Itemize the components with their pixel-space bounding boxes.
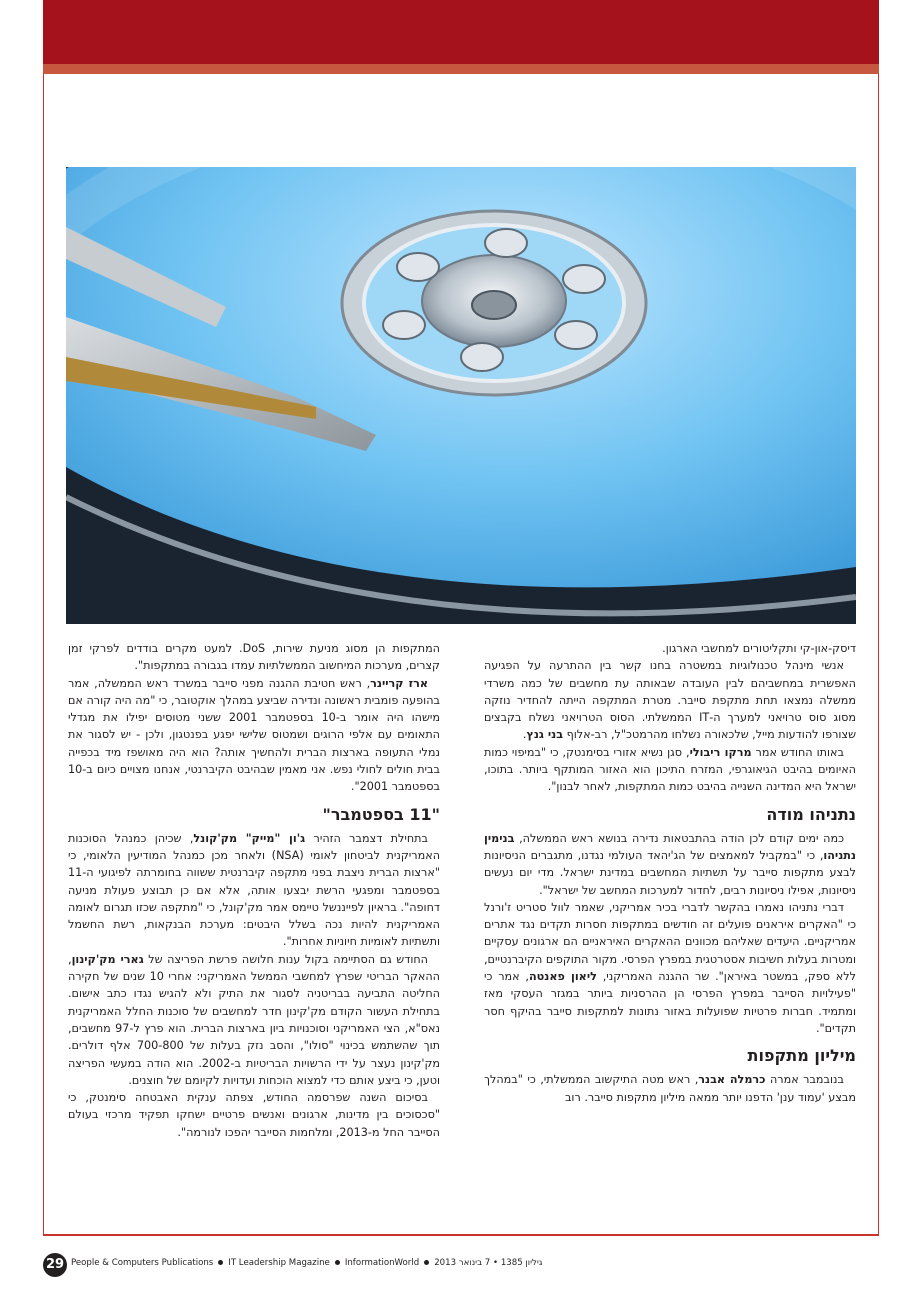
issue-info: גיליון 1385 • 7 בינואר 2013	[434, 1258, 543, 1268]
section-heading: מיליון מתקפות	[747, 1046, 856, 1066]
top-red-banner	[43, 0, 879, 64]
magazine-name: IT Leadership Magazine	[228, 1258, 330, 1268]
top-accent-stripe	[43, 64, 879, 74]
person-name: כרמלה אבנר	[698, 1073, 766, 1087]
person-name: בנימין נתניהו	[484, 831, 856, 862]
paragraph: ארז קריינר, ראש חטיבת ההגנה מפני סייבר במשרד ראש הממשלה, אמר בהופעה פומבית ראשונה ונדירה שביצע במהלך אוקטובר, כי "מה היה קורה אם מישהו היה אומר ב-10 בספטמבר 2001 ששני מטוסים יפילו את מגדלי התאומים עם אלפי הרוגים ושמטוס שלישי יפגע בפנטגון, ולכן - יש לסגור את נמלי התעופה בארצות הברית ולהחשיך אותה? הוא היה מאושפז מיד בכפייה בבית חולים לחולי נפש. אני מאמין שבהיבט הקיברנטי, אנחנו מצויים כיום ב-10 בספטמבר 2001".	[67, 676, 440, 794]
person-name: ג'ון "מייק" מק'קונל	[193, 831, 306, 845]
article-column-left	[68, 640, 440, 1141]
paragraph: בנובמבר אמרה כרמלה אבנר, ראש מטה התיקשוב הממשלתי, כי "במהלך מבצע 'עמוד ענן' הדפנו יותר ממאה מיליון מתקפות סייבר. רוב	[484, 1073, 856, 1104]
publisher-name: People & Computers Publications	[71, 1258, 214, 1268]
paragraph: כמה ימים קודם לכן הודה בהתבטאות נדירה בנושא ראש הממשלה, בנימין נתניהו, כי "במקביל למאמצים של הג'יהאד העולמי נגדנו, מתגברים הניסיונות לבצע מתקפות סייבר על תשתיות המחשבים במדינת ישראל. מדי יום נעשים ניסיונות, אפילו ניסיונות רבים, לחדור למערכות המחשב של ישראל".	[484, 831, 856, 897]
page-number: 29	[43, 1253, 67, 1277]
paragraph: באותו החודש אמר מרקו ריבולי, סגן נשיא אזורי בסימנטק, כי "במיפוי כמות האיומים בהיבט הגיאוגרפי, המזרח התיכון הוא האזור המותקף ביותר. בתוכו, ישראל היא המדינה השנייה בהיבט כמות המתקפות, לאחר לבנון".	[484, 745, 856, 794]
paragraph: בסיכום השנה שפרסמה החודש, צפתה ענקית האבטחה סימנטק, כי "סכסוכים בין מדינות, ארגונים ואנשים פרטיים ישחקו תפקיד מרכזי בעולם הסייבר החל מ-2013, ומלחמות הסייבר יהפכו לנורמה".	[68, 1091, 440, 1139]
paragraph: דברי נתניהו נאמרו בהקשר לדברי בכיר אמריקני, שאמר לוול סטריט ז'ורנל כי "האקרים איראנים פועלים זה חודשים במתקפות חסרות תקדים נגד אתרים אמריקניים. היעדים שאליהם מכוונים ההאקרים האיראניים הם ארגונים עסקיים ומטרות בעלות חשיבות אסטרטגית במפרץ הפרסי. מקור התוקפים הקיברנטיים, ללא ספק, במשטר באיראן". שר ההגנה האמריקני, ליאון פאנטה, אמר כי "פעילויות הסייבר במפרץ הפרסי הן ההרסניות ביותר במגזר העסקי מאז ומתמיד. חברות פרטיות שפועלות באזור נתונות למתקפות סייבר בהיקף חסר תקדים".	[484, 900, 857, 1035]
article-column-right	[484, 640, 856, 1106]
person-name: גארי מק'קינון	[71, 952, 144, 966]
hard-disk-illustration	[66, 167, 856, 624]
person-name: מרקו ריבולי	[689, 745, 752, 759]
section-heading: נתניהו מודה	[766, 804, 856, 824]
section-heading: "11 בספטמבר"	[322, 804, 440, 824]
paragraph: אנשי מינהל טכנולוגיות במשטרה בחנו קשר בין ההתרעה על הפגיעה האפשרית במחשביהם לבין העובדה שבאותה עת מחשבים של כמה משרדי ממשלה נמצאו תחת מתקפת סייבר. מטרת המתקפה הייתה להחדיר נוזקה מסוג סוס טרויאני למערך ה-IT הממשלתי. הסוס הטרויאני נשלח בקבצים שצורפו להודעות מייל, שלכאורה נשלחו מהרמטכ"ל, רב-אלוף בני גנץ.	[484, 659, 856, 742]
footer-credits	[71, 1258, 542, 1268]
page-footer	[43, 1250, 879, 1280]
bullet-icon	[424, 1260, 429, 1265]
person-name: ליאון פאנטה	[529, 970, 597, 984]
bullet-icon	[218, 1260, 223, 1265]
bullet-icon	[335, 1260, 340, 1265]
paragraph: דיסק-און-קי ותקליטורים למחשבי הארגון.	[662, 642, 856, 655]
hard-disk-photo	[66, 167, 856, 624]
person-name: בני גנץ	[526, 728, 564, 742]
person-name: ארז קריינר	[370, 676, 429, 690]
paragraph: המתקפות הן מסוג מניעת שירות, DoS. למעט מקרים בודדים לפרקי זמן קצרים, מערכות המיחשוב הממשלתיות עמדו בגבורה במתקפות".	[68, 642, 440, 673]
site-name: InformationWorld	[344, 1258, 420, 1268]
paragraph: בתחילת דצמבר הזהיר ג'ון "מייק" מק'קונל, שכיהן כמנהל הסוכנות האמריקנית לביטחון לאומי (NSA) ולאחר מכן כמנהל המודיעין הלאומי, כי "ארצות הברית ניצבת בפני מתקפה קיברנטית ששווה בחומרתה לפיגועי ה-11 בספטמבר ומפגעי הרשת יבצעו אותה, אלא אם כן תבוצע פעולת מניעה דחופה". בראיון לפייננשל טיימס אמר מק'קונל, כי "מתקפה שכזו תגרום לאומה האמריקנית להיות נכה בשלל היבטים: מערכת הבנקאות, רשת החשמל ותשתיות לאומיות חיוניות אחרות".	[68, 831, 441, 949]
paragraph: החודש גם הסתיימה בקול ענות חלושה פרשת הפריצה של גארי מק'קינון, ההאקר הבריטי שפרץ למחשבי הממשל האמריקני: אחרי 10 שנים של חקירה החליטה התביעה בבריטניה לסגור את התיק ולא להגיש נגדו כתב אישום. בתחילת העשור הקודם מק'קינון חדר למחשבים של סוכנות החלל האמריקנית נאס"א, הצי האמריקני וסוכנויות ביון בארצות הברית. הוא פרץ ל-97 מחשבים, תוך שהשתמש בכינוי "סולו", והסב נזק בעלות של 700-800 אלף דולרים. מק'קינון נעצר על ידי הרשויות הבריטיות ב-2002. הוא הודה במעשי הפריצה וטען, כי ביצע אותם כדי למצוא הוכחות ועדויות לקיומם של חוצנים.	[68, 952, 441, 1087]
